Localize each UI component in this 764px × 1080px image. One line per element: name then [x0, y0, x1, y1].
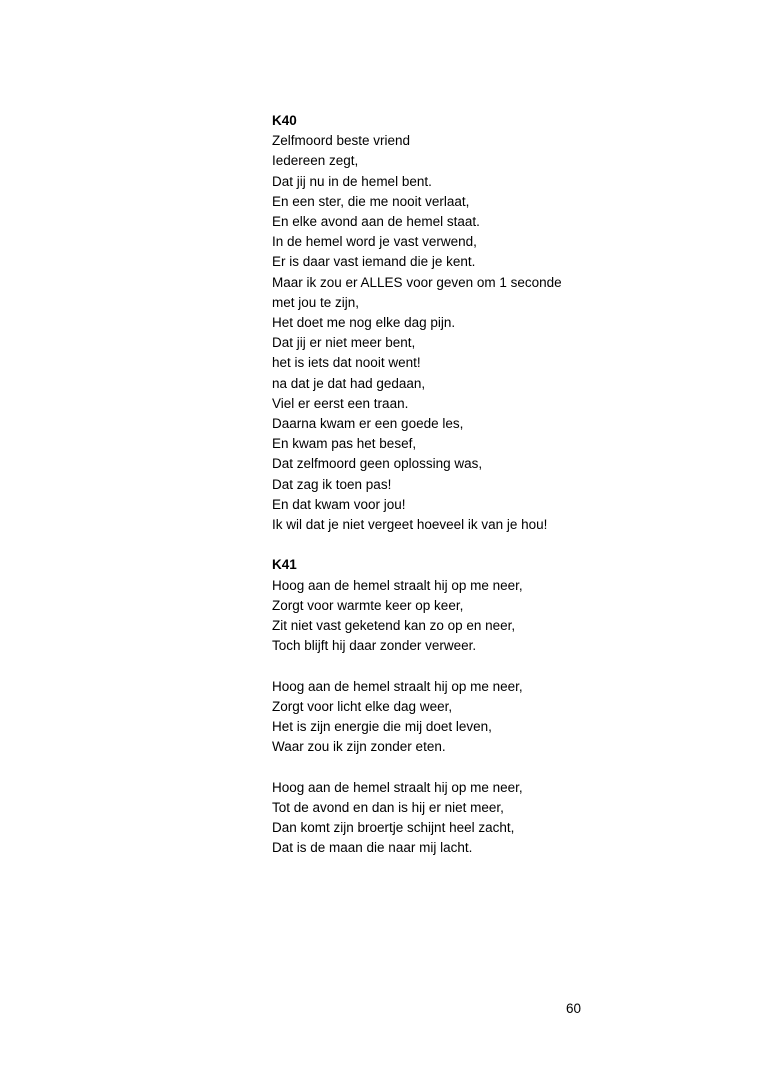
poem-line: Hoog aan de hemel straalt hij op me neer, [272, 577, 523, 593]
poem-line: Hoog aan de hemel straalt hij op me neer, [272, 678, 523, 694]
poem-line: Toch blijft hij daar zonder verweer. [272, 638, 477, 654]
poem-title: K41 [272, 557, 297, 573]
page-content [272, 111, 712, 858]
poem-line: na dat je dat had gedaan, [272, 375, 426, 391]
poem-line: En dat kwam voor jou! [272, 496, 406, 512]
poem-line: Dat jij nu in de hemel bent. [272, 173, 432, 189]
poem-line: Zorgt voor licht elke dag weer, [272, 698, 453, 714]
poem-line: Viel er eerst een traan. [272, 395, 409, 411]
poem-line: En elke avond aan de hemel staat. [272, 214, 480, 230]
poem-line: Hoog aan de hemel straalt hij op me neer, [272, 779, 523, 795]
poem-line: Dat zag ik toen pas! [272, 476, 392, 492]
page-number: 60 [566, 1001, 582, 1016]
poem-line: Waar zou ik zijn zonder eten. [272, 739, 446, 755]
poem-line: Zelfmoord beste vriend [272, 133, 411, 149]
poem-line: Dan komt zijn broertje schijnt heel zacht, [272, 820, 515, 836]
poem-line: En een ster, die me nooit verlaat, [272, 193, 470, 209]
poem-line: Dat is de maan die naar mij lacht. [272, 840, 473, 856]
poem-line: met jou te zijn, [272, 294, 360, 310]
poem-line: Maar ik zou er ALLES voor geven om 1 seconde [272, 274, 562, 290]
poem-k40 [272, 111, 712, 535]
poem-line: Er is daar vast iemand die je kent. [272, 254, 476, 270]
poem-line: Dat jij er niet meer bent, [272, 335, 416, 351]
poem-line: In de hemel word je vast verwend, [272, 234, 477, 250]
poem-line: het is iets dat nooit went! [272, 355, 421, 371]
poem-line: Dat zelfmoord geen oplossing was, [272, 456, 483, 472]
poem-line: Iedereen zegt, [272, 153, 359, 169]
stanza [272, 131, 712, 535]
poem-line: Daarna kwam er een goede les, [272, 416, 464, 432]
stanza [272, 576, 712, 657]
poem-k41 [272, 555, 712, 858]
poem-line: Het doet me nog elke dag pijn. [272, 315, 456, 331]
poem-line: Zit niet vast geketend kan zo op en neer, [272, 618, 516, 634]
stanza [272, 677, 712, 758]
poem-line: Tot de avond en dan is hij er niet meer, [272, 799, 504, 815]
poem-title: K40 [272, 113, 297, 128]
poem-line: En kwam pas het besef, [272, 436, 417, 452]
poem-line: Het is zijn energie die mij doet leven, [272, 719, 492, 735]
stanza [272, 778, 712, 859]
poem-line: Zorgt voor warmte keer op keer, [272, 597, 464, 613]
poem-line: Ik wil dat je niet vergeet hoeveel ik van je hou! [272, 517, 548, 533]
